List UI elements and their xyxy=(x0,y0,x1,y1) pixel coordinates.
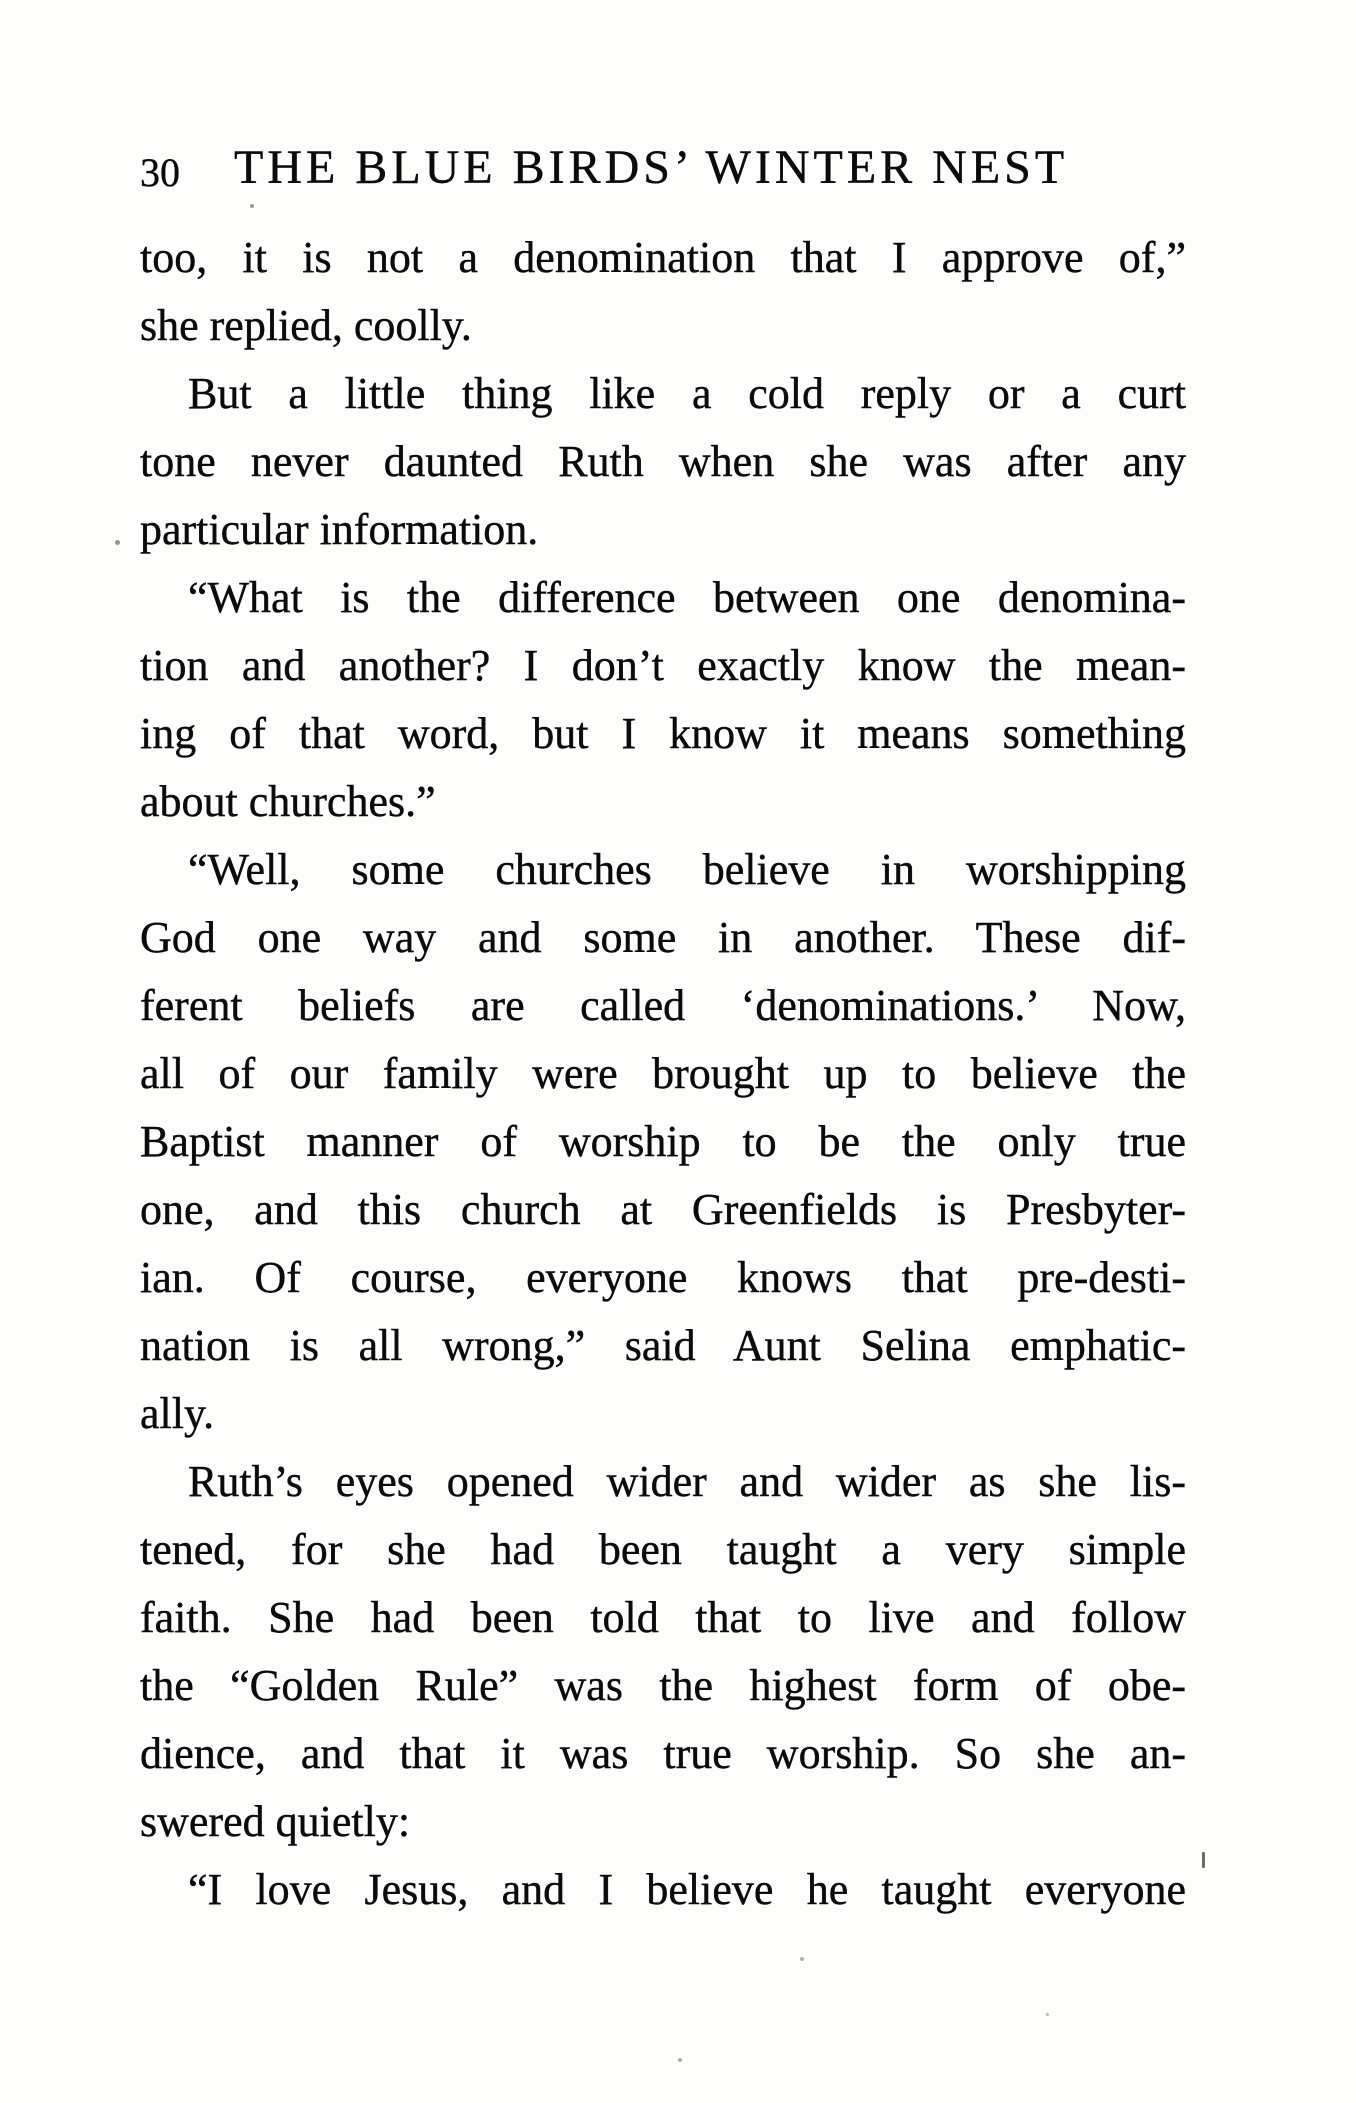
text-line: “What is the difference between one denomina- xyxy=(188,573,1186,622)
scan-speck xyxy=(1202,1852,1205,1868)
text-line: tion and another? I don’t exactly know the mean- xyxy=(140,641,1186,690)
text-line: tened, for she had been taught a very simple xyxy=(140,1525,1186,1574)
page-header xyxy=(140,138,1186,198)
running-title: THE BLUE BIRDS’ WINTER NEST xyxy=(234,141,1069,194)
text-line: God one way and some in another. These dif- xyxy=(140,913,1186,962)
text-line: But a little thing like a cold reply or a curt xyxy=(188,369,1186,418)
text-line: ian. Of course, everyone knows that pre-desti- xyxy=(140,1253,1186,1302)
text-line: ally. xyxy=(140,1389,215,1438)
page-text xyxy=(140,224,1186,1924)
scan-speck xyxy=(678,2058,682,2062)
text-line: dience, and that it was true worship. So she an- xyxy=(140,1729,1186,1778)
text-line: swered quietly: xyxy=(140,1797,411,1846)
text-line: “Well, some churches believe in worshipping xyxy=(188,845,1186,894)
scan-speck xyxy=(1046,2013,1049,2016)
text-line: “I love Jesus, and I believe he taught everyone xyxy=(188,1865,1186,1914)
text-line: Baptist manner of worship to be the only true xyxy=(140,1117,1186,1166)
text-line: nation is all wrong,” said Aunt Selina emphatic- xyxy=(140,1321,1186,1370)
page-number: 30 xyxy=(140,150,180,195)
text-line: the “Golden Rule” was the highest form of obe- xyxy=(140,1661,1186,1710)
text-line: faith. She had been told that to live and follow xyxy=(140,1593,1186,1642)
text-line: about churches.” xyxy=(140,777,436,826)
scan-speck xyxy=(800,1957,804,1961)
text-line: too, it is not a denomination that I approve of,” xyxy=(140,233,1186,282)
scan-speck xyxy=(250,204,254,208)
text-line: she replied, coolly. xyxy=(140,301,472,350)
text-line: all of our family were brought up to believe the xyxy=(140,1049,1186,1098)
text-line: Ruth’s eyes opened wider and wider as she lis- xyxy=(188,1457,1186,1506)
text-line: particular information. xyxy=(140,505,539,554)
text-line: ing of that word, but I know it means something xyxy=(140,709,1186,758)
text-line: tone never daunted Ruth when she was after any xyxy=(140,437,1186,486)
text-line: one, and this church at Greenfields is Presbyter- xyxy=(140,1185,1186,1234)
text-line: ferent beliefs are called ‘denominations.’ Now, xyxy=(140,981,1186,1030)
scan-speck xyxy=(115,540,120,545)
